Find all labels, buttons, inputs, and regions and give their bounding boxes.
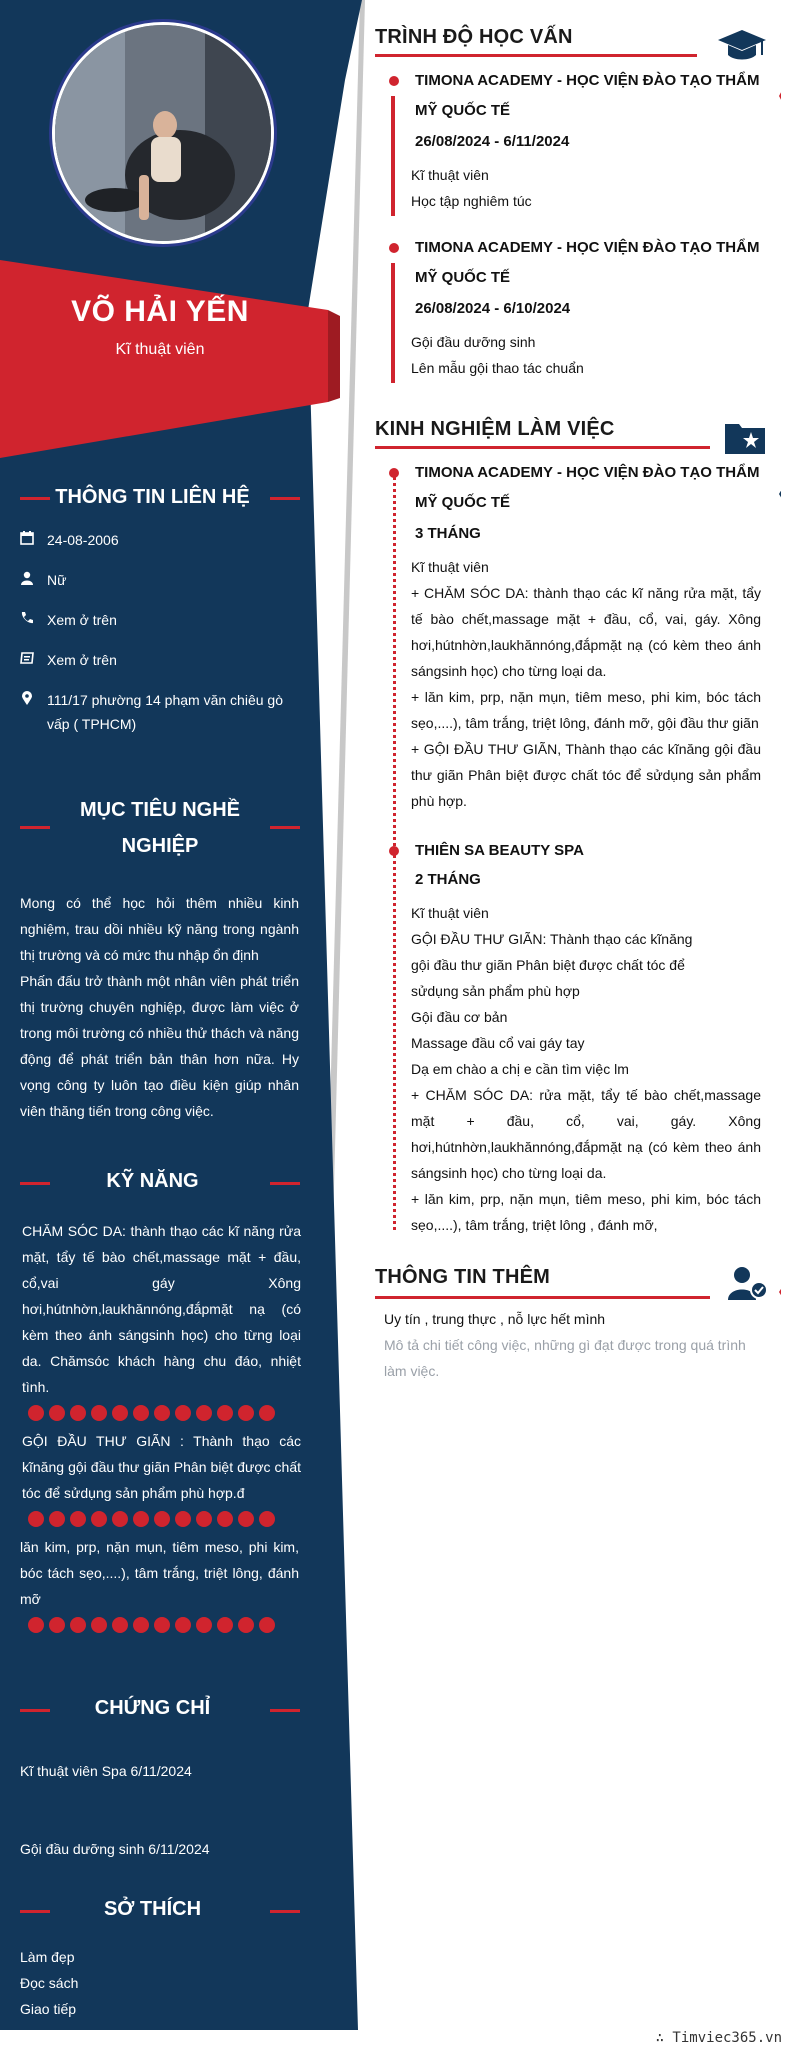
skill-dot (49, 1511, 65, 1527)
certificate-item: Gội đầu dưỡng sinh 6/11/2024 (20, 1841, 210, 1857)
skills-title: KỸ NĂNG (106, 1170, 199, 1192)
contact-title: THÔNG TIN LIÊN HỆ (55, 486, 250, 508)
skill-dot (91, 1511, 107, 1527)
skill-dot (28, 1405, 44, 1421)
objective-text: Mong có thể học hỏi thêm nhiều kinh nghiệm, trau dồi nhiều kỹ năng trong ngành thị trường và có mức thu nhập ổn định Phấn đấu trở thành một nhân viên phát triển thị trường chuyên nghiệp, được làm việc ở trong môi trường có nhiều thử thách và năng động để phát triển bản thân hơn nữa. Hy vọng công ty luôn tạo điều kiện giúp nhân viên thăng tiến trong công việc. (20, 895, 299, 1119)
timeline-bullet (389, 76, 399, 86)
section-line (270, 1910, 300, 1913)
skill-dot (196, 1617, 212, 1633)
contact-address (20, 688, 295, 736)
education-school: TIMONA ACADEMY - HỌC VIỆN ĐÀO TẠO THẨM MỸ QUỐC TẾ (415, 239, 760, 286)
skill-rating (28, 1511, 275, 1527)
skill-dot (70, 1617, 86, 1633)
timeline-bullet (389, 846, 399, 856)
certificate-item: Kĩ thuật viên Spa 6/11/2024 (20, 1763, 192, 1779)
skill-dot (238, 1405, 254, 1421)
contact-phone (20, 608, 295, 632)
skill-dot (133, 1511, 149, 1527)
skill-dot (196, 1511, 212, 1527)
skill-dot (112, 1617, 128, 1633)
experience-line: Gội đầu cơ bản (411, 1009, 508, 1025)
skill-dot (49, 1617, 65, 1633)
experience-description: + CHĂM SÓC DA: thành thạo các kĩ năng rửa mặt, tẩy tế bào chết,massage mặt + đầu, cổ, vai, gáy. Xông hơi,hútnhờn,laukhănnóng,đắpmặt nạ (có kèm theo ánh sángsinh học) cho từng loại da. + lăn kim, prp, nặn mụn, tiêm meso, phi kim, bóc tách sẹo,....), tâm trắng, triệt lông, đánh mỡ, gội đầu thư giãn + GỘI ĐẦU THƯ GIÃN, Thành thạo các kĩnăng gội đầu thư giãn Phân biệt được chất tóc để sửdụng sản phẩm phù hợp. (411, 585, 761, 809)
education-line: Gội đầu dưỡng sinh (411, 334, 536, 350)
experience-duration: 2 THÁNG (415, 871, 481, 888)
skill-dot (112, 1405, 128, 1421)
experience-role: Kĩ thuật viên (411, 559, 489, 575)
skill-dot (154, 1617, 170, 1633)
skill-text: lăn kim, prp, nặn mụn, tiêm meso, phi kim, bóc tách sẹo,....), tâm trắng, triệt lông, đánh mỡ (20, 1539, 299, 1607)
briefcase-star-icon (725, 420, 765, 454)
skill-rating (28, 1405, 275, 1421)
footer-brand[interactable] (656, 2030, 782, 2046)
user-check-icon (728, 1266, 768, 1300)
skill-dot (175, 1405, 191, 1421)
skill-dot (70, 1511, 86, 1527)
contact-text: Xem ở trên (47, 612, 117, 628)
calendar-icon (20, 531, 34, 545)
skill-dot (154, 1405, 170, 1421)
education-school: TIMONA ACADEMY - HỌC VIỆN ĐÀO TẠO THẨM MỸ QUỐC TẾ (415, 72, 760, 119)
experience-description: + CHĂM SÓC DA: rửa mặt, tẩy tế bào chết,massage mặt + đầu, cổ, vai, gáy. Xông hơi,hútnhờn,laukhănnóng,đắpmặt nạ (có kèm theo ánh sángsinh học) cho từng loại da. + lăn kim, prp, nặn mụn, tiêm meso, phi kim, bóc tách sẹo,....), tâm trắng, triệt lông , đánh mỡ, (411, 1087, 761, 1233)
edge-accents (775, 0, 781, 1420)
skill-rating (28, 1617, 275, 1633)
hobby-item: Làm đẹp (20, 1949, 75, 1965)
skill-dot (238, 1617, 254, 1633)
experience-company: TIMONA ACADEMY - HỌC VIỆN ĐÀO TẠO THẨM MỸ QUỐC TẾ (415, 464, 760, 511)
extra-placeholder: Mô tả chi tiết công việc, những gì đạt được trong quá trình làm việc. (384, 1337, 746, 1379)
skill-dot (133, 1405, 149, 1421)
avatar (52, 22, 274, 244)
timeline-bar (391, 96, 395, 216)
candidate-position: Kĩ thuật viên (115, 341, 205, 358)
contact-text: Xem ở trên (47, 652, 117, 668)
section-underline (375, 1296, 710, 1299)
contact-text: 111/17 phường 14 phạm văn chiêu gò vấp ( TPHCM) (47, 692, 283, 732)
section-underline (375, 446, 710, 449)
experience-line: Massage đầu cổ vai gáy tay (411, 1035, 585, 1051)
phone-icon (20, 611, 34, 625)
skill-dot (175, 1617, 191, 1633)
experience-line: gội đầu thư giãn Phân biệt được chất tóc để (411, 957, 685, 973)
hobby-item: Giao tiếp (20, 2001, 77, 2017)
skill-dot (259, 1511, 275, 1527)
certificates-title: CHỨNG CHỈ (94, 1697, 211, 1719)
contact-text: Nữ (47, 572, 67, 588)
contact-gender (20, 568, 295, 592)
experience-title: KINH NGHIỆM LÀM VIỆC (375, 418, 615, 440)
extra-text: Uy tín , trung thực , nỗ lực hết mình (384, 1311, 606, 1327)
skill-dot (28, 1511, 44, 1527)
contact-birthday (20, 528, 295, 552)
education-line: Kĩ thuật viên (411, 167, 489, 183)
section-line (270, 497, 300, 500)
education-line: Lên mẫu gội thao tác chuẩn (411, 360, 584, 376)
education-date: 26/08/2024 - 6/11/2024 (415, 133, 570, 150)
timeline-bullet (389, 468, 399, 478)
skill-dot (91, 1617, 107, 1633)
skill-dot (196, 1405, 212, 1421)
graduation-cap-icon (718, 30, 766, 64)
experience-line: Dạ em chào a chị e cần tìm việc lm (411, 1061, 629, 1077)
experience-line: GỘI ĐẦU THƯ GIÃN: Thành thạo các kĩnăng (411, 931, 693, 947)
location-icon (20, 691, 34, 705)
skill-dot (217, 1511, 233, 1527)
candidate-name: VÕ HẢI YẾN (71, 295, 249, 328)
extra-title: THÔNG TIN THÊM (375, 1266, 551, 1288)
brand-text: Timviec365.vn (672, 2030, 782, 2046)
hobbies-title: SỞ THÍCH (103, 1898, 202, 1920)
skill-dot (154, 1511, 170, 1527)
skill-dot (133, 1617, 149, 1633)
section-line (270, 1182, 300, 1185)
experience-company: THIÊN SA BEAUTY SPA (415, 842, 584, 859)
contact-email (20, 648, 295, 672)
section-underline (375, 54, 697, 57)
user-icon (20, 571, 34, 585)
name-band (0, 295, 320, 359)
timeline-bar (391, 263, 395, 383)
education-title: TRÌNH ĐỘ HỌC VẤN (375, 26, 573, 48)
education-line: Học tập nghiêm túc (411, 193, 532, 209)
skill-dot (238, 1511, 254, 1527)
education-date: 26/08/2024 - 6/10/2024 (415, 300, 571, 317)
skill-dot (175, 1511, 191, 1527)
section-line (270, 1709, 300, 1712)
skill-dot (91, 1405, 107, 1421)
skill-dot (217, 1405, 233, 1421)
experience-duration: 3 THÁNG (415, 525, 481, 542)
skill-dot (112, 1511, 128, 1527)
email-icon (20, 651, 34, 665)
timeline-bullet (389, 243, 399, 253)
skill-dot (259, 1617, 275, 1633)
experience-role: Kĩ thuật viên (411, 905, 489, 921)
skill-dot (259, 1405, 275, 1421)
section-line (20, 826, 50, 829)
objective-title: MỤC TIÊU NGHỀ NGHIỆP (80, 799, 240, 857)
brand-mark-icon: ∴ (655, 2030, 673, 2046)
skill-text: GỘI ĐẦU THƯ GIÃN : Thành thạo các kĩnăng gội đầu thư giãn Phân biệt được chất tóc để sửdụng sản phẩm phù hợp.đ (22, 1433, 301, 1501)
skill-dot (49, 1405, 65, 1421)
skill-text: CHĂM SÓC DA: thành thạo các kĩ năng rửa mặt, tẩy tế bào chết,massage mặt + đầu, cổ,vai gáy Xông hơi,hútnhờn,laukhănnóng,đắpmặt nạ (có kèm theo ánh sángsinh học) cho từng loại da. Chămsóc khách hàng chu đáo, nhiệt tình. (22, 1223, 301, 1395)
contact-text: 24-08-2006 (47, 532, 119, 548)
section-line (270, 826, 300, 829)
skill-dot (70, 1405, 86, 1421)
skill-dot (217, 1617, 233, 1633)
skill-dot (28, 1617, 44, 1633)
experience-line: sửdụng sản phẩm phù hợp (411, 983, 580, 999)
hobby-item: Đọc sách (20, 1975, 79, 1991)
